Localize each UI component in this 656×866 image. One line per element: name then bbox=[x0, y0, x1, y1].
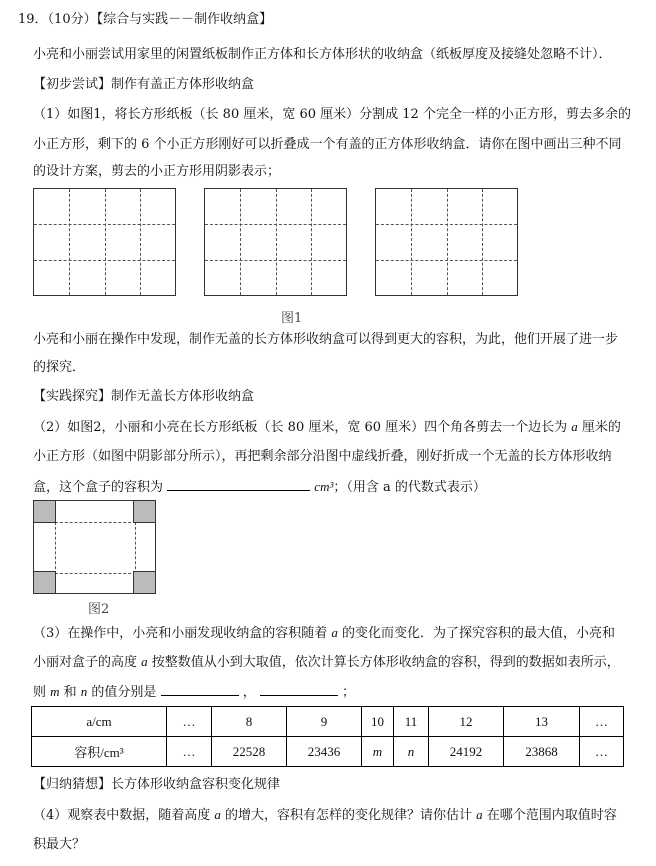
grid-line bbox=[482, 189, 483, 295]
grid-line bbox=[276, 189, 277, 295]
grid-line bbox=[376, 224, 517, 225]
section-heading-1: 【初步尝试】制作有盖正方体形收纳盒 bbox=[33, 77, 255, 92]
section-heading-2: 【实践探究】制作无盖长方体形收纳盒 bbox=[33, 389, 255, 404]
figure1-grid-2[interactable] bbox=[204, 188, 347, 296]
transition-line1: 小亮和小丽在操作中发现，制作无盖的长方体形收纳盒可以得到更大的容积，为此，他们开展了进一步 bbox=[33, 332, 619, 347]
q2-line1: （2）如图2，小丽和小亮在长方形纸板（长 80 厘米，宽 60 厘米）四个角各剪去一个边长为 a 厘米的 bbox=[33, 419, 621, 435]
figure1-caption: 图1 bbox=[281, 311, 303, 326]
table-cell: 8 bbox=[212, 707, 287, 737]
table-cell: … bbox=[580, 737, 624, 767]
table-cell: … bbox=[167, 737, 212, 767]
grid-line bbox=[311, 189, 312, 295]
answer-blank-m[interactable] bbox=[161, 683, 239, 696]
figure2 bbox=[33, 500, 156, 594]
grid-line bbox=[34, 260, 175, 261]
section-heading-3: 【归纳猜想】长方体形收纳盒容积变化规律 bbox=[33, 777, 281, 792]
table-cell: … bbox=[580, 707, 624, 737]
table-cell: a/cm bbox=[32, 707, 167, 737]
table-cell: n bbox=[394, 737, 429, 767]
table-cell: 11 bbox=[394, 707, 429, 737]
q2-line3: 盒，这个盒子的容积为 cm³；（用含 a 的代数式表示） bbox=[33, 479, 486, 495]
figure1-grid-1[interactable] bbox=[33, 188, 176, 296]
q4-line1: （4）观察表中数据，随着高度 a 的增大，容积有怎样的变化规律？请你估计 a 在哪个范围内取值时容 bbox=[33, 807, 617, 823]
figure1-grid-3[interactable] bbox=[375, 188, 518, 296]
table-cell: m bbox=[362, 737, 394, 767]
figure2-caption: 图2 bbox=[88, 602, 110, 617]
table-cell: 23868 bbox=[504, 737, 580, 767]
grid-line bbox=[376, 260, 517, 261]
q3-line2: 小丽对盒子的高度 a 按整数值从小到大取值，依次计算长方体形收纳盒的容积，得到的数据如表所示， bbox=[33, 654, 620, 670]
q3-line1: （3）在操作中，小亮和小丽发现收纳盒的容积随着 a 的变化而变化．为了探究容积的最大值，小亮和 bbox=[33, 625, 616, 641]
q1-line3: 的设计方案，剪去的小正方形用阴影表示； bbox=[33, 164, 281, 179]
q2-line2: 小正方形（如图中阴影部分所示），再把剩余部分沿图中虚线折叠，刚好折成一个无盖的长方体形收纳 bbox=[33, 449, 612, 464]
grid-line bbox=[105, 189, 106, 295]
grid-line bbox=[140, 189, 141, 295]
grid-line bbox=[205, 224, 346, 225]
question-title: 19．（10分）【综合与实践－－制作收纳盒】 bbox=[18, 12, 273, 27]
table-cell: 12 bbox=[429, 707, 504, 737]
table-cell: 13 bbox=[504, 707, 580, 737]
table-row bbox=[32, 737, 624, 767]
grid-line bbox=[69, 189, 70, 295]
q1-line2: 小正方形，剩下的 6 个小正方形刚好可以折叠成一个有盖的正方体形收纳盒．请你在图中画出三种不同 bbox=[33, 137, 622, 152]
table-cell: 10 bbox=[362, 707, 394, 737]
q1-line1: （1）如图1，将长方形纸板（长 80 厘米，宽 60 厘米）分割成 12 个完全一样的小正方形，剪去多余的 bbox=[33, 107, 631, 122]
answer-blank-n[interactable] bbox=[260, 683, 338, 696]
table-cell: 9 bbox=[287, 707, 362, 737]
grid-line bbox=[411, 189, 412, 295]
grid-line bbox=[34, 224, 175, 225]
q4-line2: 积最大？ bbox=[33, 837, 86, 852]
table-cell: 容积/cm³ bbox=[32, 737, 167, 767]
q3-line3: 则 m 和 n 的值分别是 ， ； bbox=[33, 684, 356, 700]
grid-line bbox=[447, 189, 448, 295]
intro-text: 小亮和小丽尝试用家里的闲置纸板制作正方体和长方体形状的收纳盒（纸板厚度及接缝处忽略不计）． bbox=[33, 47, 612, 62]
grid-line bbox=[205, 260, 346, 261]
table-cell: 23436 bbox=[287, 737, 362, 767]
table-cell: 22528 bbox=[212, 737, 287, 767]
transition-line2: 的探究． bbox=[33, 360, 86, 375]
grid-line bbox=[240, 189, 241, 295]
table-cell: 24192 bbox=[429, 737, 504, 767]
data-table bbox=[31, 706, 624, 767]
table-cell: … bbox=[167, 707, 212, 737]
table-row bbox=[32, 707, 624, 737]
answer-blank-volume[interactable] bbox=[167, 478, 310, 491]
